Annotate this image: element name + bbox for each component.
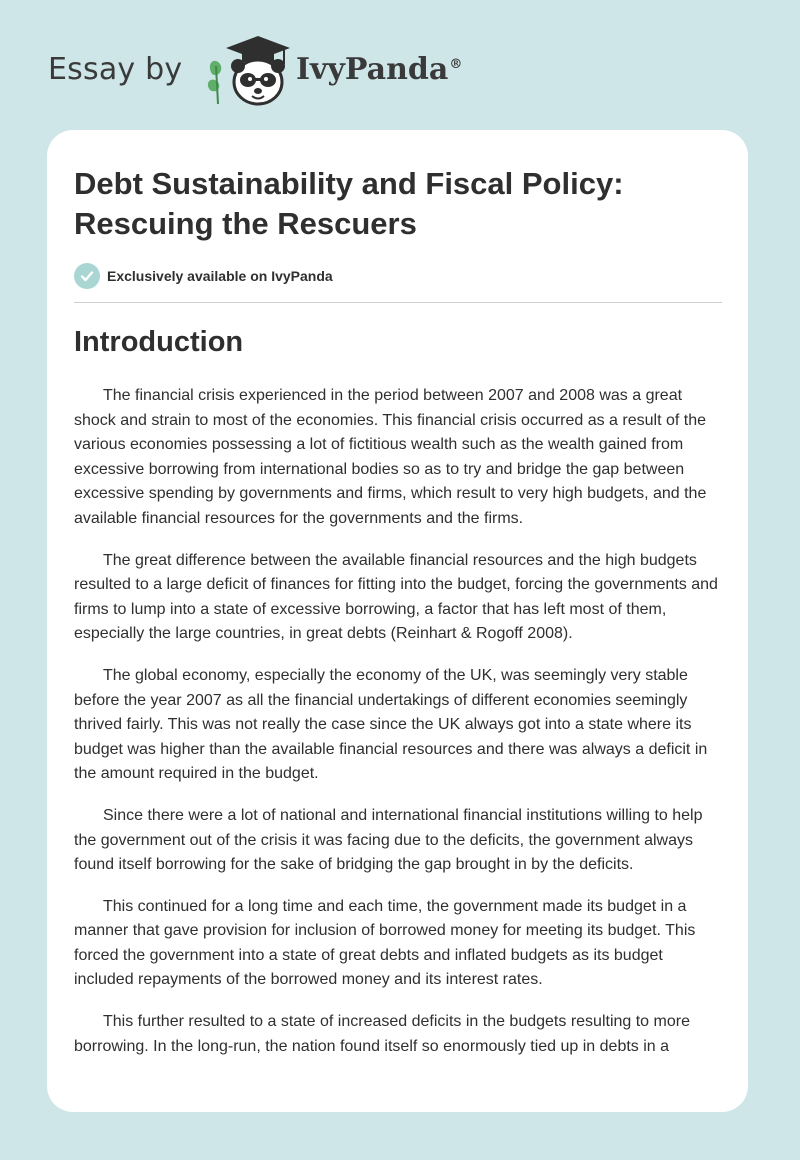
paragraph: Since there were a lot of national and international financial institutions willing to help the government out of the crisis it was facing due to the deficits, the government always found itself borrowing for the sake of bridging the gap brought in by the deficits.: [74, 806, 703, 874]
brand-prefix: Essay by: [48, 52, 183, 87]
section-heading: Introduction: [74, 326, 244, 358]
paragraph: The financial crisis experienced in the period between 2007 and 2008 was a great shock and strain to most of the economies. This financial crisis occurred as a result of the various economies possessing a lot of fictitious wealth such as the wealth gained from excessive borrowing from international bodies so as to try and bridge the gap between excessive spending by governments and firms, which result to very high budgets, and the available financial resources for the governments and the firms.: [74, 387, 707, 527]
divider: [74, 302, 722, 303]
essay-body: [74, 384, 724, 1076]
panda-logo-icon: [204, 34, 290, 108]
exclusive-badge: [74, 263, 333, 289]
registered-mark: ®: [449, 57, 463, 72]
paragraph: This further resulted to a state of increased deficits in the budgets resulting to more borrowing. In the long-run, the nation found itself so enormously tied up in debts in a: [74, 1013, 690, 1055]
brand-name-text: IvyPanda: [296, 52, 449, 87]
badge-label: Exclusively available on IvyPanda: [107, 268, 333, 284]
essay-card: [47, 130, 748, 1112]
paragraph: This continued for a long time and each time, the government made its budget in a manner that gave provision for inclusion of borrowed money for meeting its budget. This forced the government into a state of great debts and inflated budgets as its budget included repayments of the borrowed money and its interest rates.: [74, 897, 696, 989]
paragraph: The global economy, especially the economy of the UK, was seemingly very stable before the year 2007 as all the financial undertakings of different economies seemingly thrived fairly. This was not really the case since the UK always got into a state where its budget was higher than the available financial resources and there was always a deficit in the amount required in the budget.: [74, 666, 708, 783]
check-icon: [74, 263, 100, 289]
brand-header[interactable]: [48, 30, 508, 110]
paragraph: The great difference between the available financial resources and the high budgets resulted to a large deficit of finances for fitting into the budget, forcing the governments and firms to lump into a state of excessive borrowing, a factor that has left most of them, especially the large countries, in great debts (Reinhart & Rogoff 2008).: [74, 551, 718, 643]
brand-name: [296, 52, 462, 87]
page-title: Debt Sustainability and Fiscal Policy: Rescuing the Rescuers: [74, 166, 624, 241]
